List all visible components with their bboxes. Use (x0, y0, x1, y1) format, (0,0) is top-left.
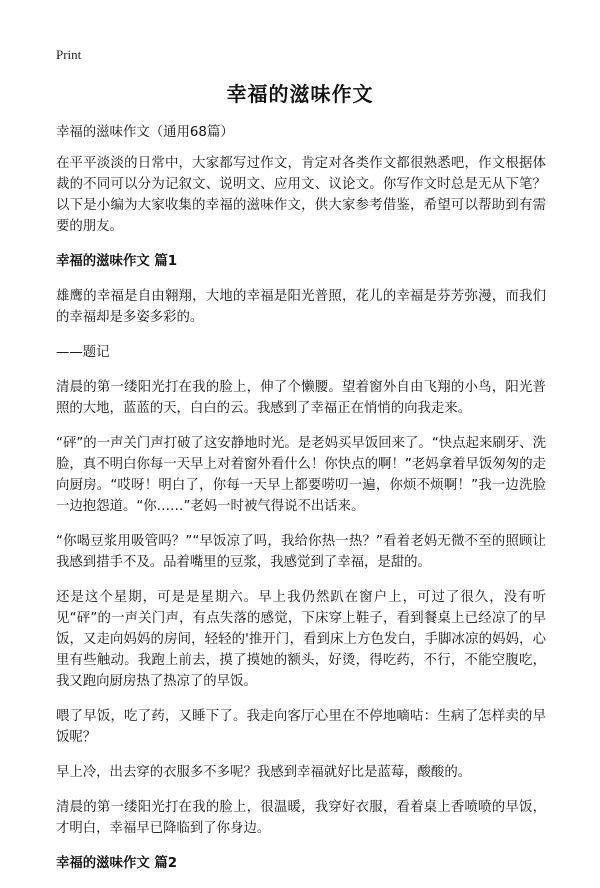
section-2-heading: 幸福的滋味作文 篇2 (56, 856, 178, 871)
paragraph: 雄鹰的幸福是自由翱翔，大地的幸福是阳光普照，花儿的幸福是芬芳弥漫，而我们的幸福却是多姿多彩的。 (56, 289, 546, 325)
paragraph: “你喝豆浆用吸管吗？”“早饭凉了吗，我给你热一热？”看着老妈无微不至的照顾让我感到措手不及。品着嘴里的豆浆，我感觉到了幸福，是甜的。 (56, 534, 546, 570)
article-subtitle: 幸福的滋味作文（通用68篇） (56, 125, 234, 140)
paragraph: 清晨的第一缕阳光打在我的脸上，伸了个懒腰。望着窗外自由飞翔的小鸟，阳光普照的大地，蓝蓝的天，白白的云。我感到了幸福正在悄悄的向我走来。 (56, 380, 546, 416)
article-body (56, 122, 546, 888)
page-title: 幸福的滋味作文 (226, 82, 374, 106)
epigraph: ——题记 (56, 345, 110, 360)
paragraph: “砰”的一声关门声打破了这安静地时光。是老妈买早饭回来了。“快点起来刷牙、洗脸，真不明白你每一天早上对着窗外看什么！你快点的啊！”老妈拿着早饭匆匆的走向厨房。“哎呀！明白了，你每一天早上都要唠叨一遍，你烦不烦啊！”我一边洗脸一边抱怨道。“你……”老妈一时被气得说不出话来。 (56, 436, 546, 514)
section-1-heading: 幸福的滋味作文 篇1 (56, 254, 178, 269)
intro-paragraph: 在平平淡淡的日常中，大家都写过作文，肯定对各类作文都很熟悉吧，作文根据体裁的不同可以分为记叙文、说明文、应用文、议论文。你写作文时总是无从下笔？以下是小编为大家收集的幸福的滋味作文，供大家参考借鉴，希望可以帮助到有需要的朋友。 (56, 156, 546, 234)
paragraph: 清晨的第一缕阳光打在我的脸上，很温暖，我穿好衣服，看着桌上香喷喷的早饭，才明白，幸福早已降临到了你身边。 (56, 800, 546, 836)
paragraph: 早上冷，出去穿的衣服多不多呢？我感到幸福就好比是蓝莓，酸酸的。 (56, 765, 472, 780)
print-link[interactable]: Print (56, 47, 82, 62)
paragraph: 喂了早饭，吃了药，又睡下了。我走向客厅心里在不停地嘀咕：生病了怎样卖的早饭呢？ (56, 709, 546, 745)
paragraph: 还是这个星期，可是是星期六。早上我仍然趴在窗户上，可过了很久，没有听见“砰”的一声关门声，有点失落的感觉，下床穿上鞋子，看到餐桌上已经凉了的早饭，又走向妈妈的房间，轻轻的'推开门，看到床上方色发白，手脚冰凉的妈妈，心里有些触动。我跑上前去，摸了摸她的额头，好烫，得吃药，不行，不能空腹吃，我又跑向厨房热了热凉了的早饭。 (56, 590, 546, 689)
